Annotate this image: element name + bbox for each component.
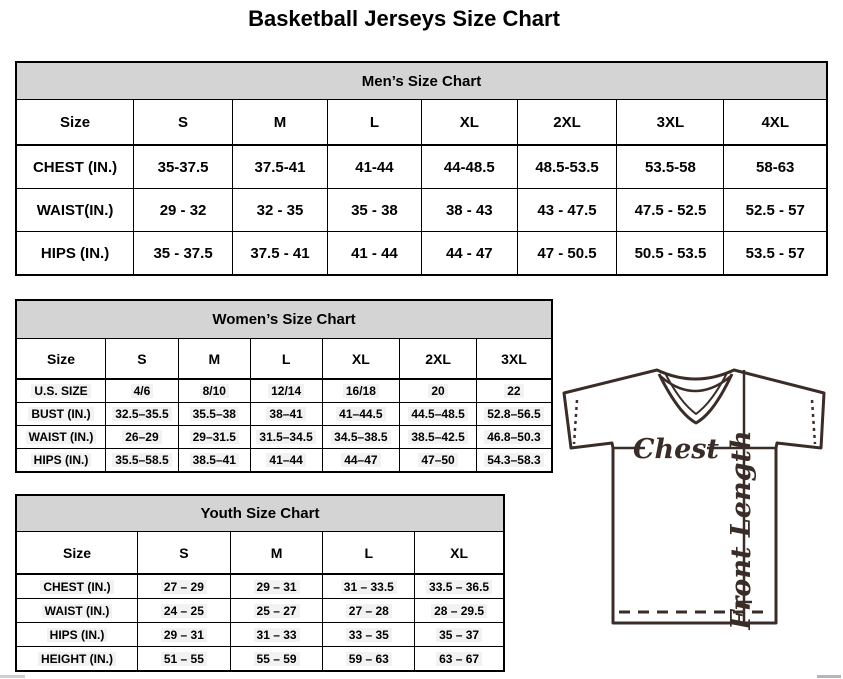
value-cell	[400, 379, 477, 403]
column-header: 4XL	[724, 100, 827, 146]
column-header: Size	[16, 532, 138, 575]
front-length-measure-label: Front Length	[726, 430, 757, 630]
row-label	[16, 599, 138, 623]
value-cell	[138, 599, 231, 623]
cell-value: 52.8–56.5	[484, 407, 543, 421]
cell-value: 16/18	[343, 384, 379, 398]
table-row	[16, 623, 504, 647]
cell-value: 54.3–58.3	[484, 453, 543, 467]
table-title-row	[16, 300, 552, 339]
table-row	[16, 426, 552, 449]
cell-value: 28 – 29.5	[431, 604, 487, 618]
row-label: CHEST (IN.)	[16, 145, 134, 189]
cell-value: 24 – 25	[161, 604, 207, 618]
value-cell	[322, 449, 400, 473]
cell-value: WAIST (IN.)	[26, 430, 97, 444]
table-row	[16, 232, 827, 276]
cell-value: 12/14	[268, 384, 304, 398]
value-cell: 35-37.5	[134, 145, 233, 189]
value-cell: 58-63	[724, 145, 827, 189]
column-header: L	[323, 532, 415, 575]
row-label: HIPS (IN.)	[16, 232, 134, 276]
value-cell: 47.5 - 52.5	[617, 189, 724, 232]
mens-chart-title: Men’s Size Chart	[16, 62, 827, 100]
value-cell	[106, 449, 179, 473]
chest-measure-label: Chest	[633, 434, 719, 465]
cell-value: 38.5–42.5	[408, 430, 467, 444]
column-header: L	[250, 339, 322, 380]
cell-value: 38–41	[266, 407, 305, 421]
table-header-row	[16, 532, 504, 575]
column-header: S	[134, 100, 233, 146]
value-cell	[178, 449, 250, 473]
value-cell	[250, 449, 322, 473]
cell-value: 35 – 37	[436, 628, 482, 642]
table-row	[16, 403, 552, 426]
left-cuff-seam	[574, 400, 577, 444]
column-header: 3XL	[617, 100, 724, 146]
cell-value: 59 – 63	[346, 652, 392, 666]
value-cell	[250, 403, 322, 426]
cell-value: HEIGHT (IN.)	[38, 652, 116, 666]
value-cell: 43 - 47.5	[517, 189, 617, 232]
value-cell: 44 - 47	[421, 232, 517, 276]
cell-value: 33.5 – 36.5	[426, 580, 492, 594]
cell-value: 41–44	[266, 453, 305, 467]
value-cell	[323, 623, 415, 647]
value-cell	[178, 379, 250, 403]
value-cell	[322, 403, 400, 426]
table-row	[16, 647, 504, 672]
value-cell	[415, 623, 504, 647]
value-cell	[178, 426, 250, 449]
cell-value: 4/6	[131, 384, 154, 398]
cell-value: 8/10	[200, 384, 229, 398]
column-header: XL	[322, 339, 400, 380]
value-cell: 50.5 - 53.5	[617, 232, 724, 276]
value-cell	[322, 379, 400, 403]
value-cell	[400, 426, 477, 449]
row-label	[16, 379, 106, 403]
value-cell	[476, 426, 552, 449]
value-cell	[138, 623, 231, 647]
table-title-row	[16, 62, 827, 100]
value-cell: 35 - 38	[327, 189, 421, 232]
column-header: Size	[16, 100, 134, 146]
cell-value: 51 – 55	[161, 652, 207, 666]
value-cell: 44-48.5	[421, 145, 517, 189]
cell-value: 46.8–50.3	[484, 430, 543, 444]
table-header-row	[16, 339, 552, 380]
value-cell	[415, 647, 504, 672]
column-header: M	[233, 100, 328, 146]
column-header: 2XL	[400, 339, 477, 380]
value-cell: 32 - 35	[233, 189, 328, 232]
value-cell	[230, 574, 323, 599]
cell-value: CHEST (IN.)	[40, 580, 113, 594]
table-row	[16, 449, 552, 473]
cell-value: 20	[428, 384, 447, 398]
cell-value: 34.5–38.5	[331, 430, 390, 444]
column-header: 3XL	[476, 339, 552, 380]
jersey-diagram	[555, 362, 843, 634]
value-cell	[323, 599, 415, 623]
column-header: XL	[421, 100, 517, 146]
cell-value: 32.5–35.5	[112, 407, 171, 421]
cell-value: 41–44.5	[336, 407, 385, 421]
table-title-row	[16, 495, 504, 532]
womens-chart-title: Women’s Size Chart	[16, 300, 552, 339]
cell-value: WAIST (IN.)	[42, 604, 113, 618]
table-row	[16, 599, 504, 623]
column-header: L	[327, 100, 421, 146]
cell-value: 29–31.5	[190, 430, 239, 444]
cell-value: 27 – 28	[346, 604, 392, 618]
value-cell	[106, 403, 179, 426]
row-label	[16, 647, 138, 672]
value-cell: 47 - 50.5	[517, 232, 617, 276]
value-cell	[400, 403, 477, 426]
cell-value: 33 – 35	[346, 628, 392, 642]
column-header: 2XL	[517, 100, 617, 146]
womens-size-table	[15, 299, 553, 473]
cell-value: HIPS (IN.)	[31, 453, 92, 467]
column-header: S	[138, 532, 231, 575]
value-cell	[230, 623, 323, 647]
value-cell: 48.5-53.5	[517, 145, 617, 189]
value-cell	[230, 647, 323, 672]
row-label	[16, 449, 106, 473]
value-cell: 35 - 37.5	[134, 232, 233, 276]
column-header: M	[230, 532, 323, 575]
table-header-row	[16, 100, 827, 146]
cell-value: 31 – 33	[254, 628, 300, 642]
value-cell: 53.5-58	[617, 145, 724, 189]
right-cuff-seam	[812, 400, 815, 444]
value-cell: 41-44	[327, 145, 421, 189]
value-cell	[250, 426, 322, 449]
value-cell	[323, 574, 415, 599]
value-cell	[415, 599, 504, 623]
column-header: S	[106, 339, 179, 380]
table-row	[16, 574, 504, 599]
youth-chart-title: Youth Size Chart	[16, 495, 504, 532]
value-cell	[400, 449, 477, 473]
scrollbar-fragment-right[interactable]	[817, 675, 841, 678]
value-cell: 29 - 32	[134, 189, 233, 232]
value-cell	[250, 379, 322, 403]
row-label: WAIST(IN.)	[16, 189, 134, 232]
jersey-outline	[564, 370, 824, 623]
cell-value: 44.5–48.5	[408, 407, 467, 421]
cell-value: 29 – 31	[254, 580, 300, 594]
cell-value: 47–50	[418, 453, 457, 467]
value-cell	[178, 403, 250, 426]
cell-value: 22	[504, 384, 523, 398]
column-header: Size	[16, 339, 106, 380]
value-cell	[415, 574, 504, 599]
value-cell	[323, 647, 415, 672]
value-cell	[476, 379, 552, 403]
value-cell: 37.5 - 41	[233, 232, 328, 276]
cell-value: 27 – 29	[161, 580, 207, 594]
cell-value: 31 – 33.5	[341, 580, 397, 594]
table-row	[16, 379, 552, 403]
value-cell	[476, 403, 552, 426]
row-label	[16, 426, 106, 449]
value-cell: 53.5 - 57	[724, 232, 827, 276]
row-label	[16, 574, 138, 599]
cell-value: HIPS (IN.)	[47, 628, 108, 642]
value-cell	[322, 426, 400, 449]
value-cell: 41 - 44	[327, 232, 421, 276]
value-cell	[106, 426, 179, 449]
cell-value: 26–29	[122, 430, 161, 444]
value-cell: 38 - 43	[421, 189, 517, 232]
value-cell	[106, 379, 179, 403]
cell-value: 35.5–38	[190, 407, 239, 421]
value-cell: 52.5 - 57	[724, 189, 827, 232]
cell-value: 31.5–34.5	[256, 430, 315, 444]
value-cell	[138, 574, 231, 599]
value-cell	[138, 647, 231, 672]
mens-size-table	[15, 61, 828, 276]
value-cell	[230, 599, 323, 623]
value-cell: 37.5-41	[233, 145, 328, 189]
row-label	[16, 403, 106, 426]
table-row	[16, 145, 827, 189]
cell-value: 35.5–58.5	[112, 453, 171, 467]
scrollbar-fragment-left[interactable]	[0, 675, 25, 678]
table-row	[16, 189, 827, 232]
value-cell	[476, 449, 552, 473]
cell-value: 63 – 67	[436, 652, 482, 666]
cell-value: 55 – 59	[254, 652, 300, 666]
page-title: Basketball Jerseys Size Chart	[248, 6, 560, 31]
cell-value: 38.5–41	[190, 453, 239, 467]
row-label	[16, 623, 138, 647]
column-header: XL	[415, 532, 504, 575]
cell-value: BUST (IN.)	[28, 407, 93, 421]
cell-value: 29 – 31	[161, 628, 207, 642]
cell-value: U.S. SIZE	[31, 384, 90, 398]
column-header: M	[178, 339, 250, 380]
cell-value: 44–47	[341, 453, 380, 467]
youth-size-table	[15, 494, 505, 672]
cell-value: 25 – 27	[254, 604, 300, 618]
